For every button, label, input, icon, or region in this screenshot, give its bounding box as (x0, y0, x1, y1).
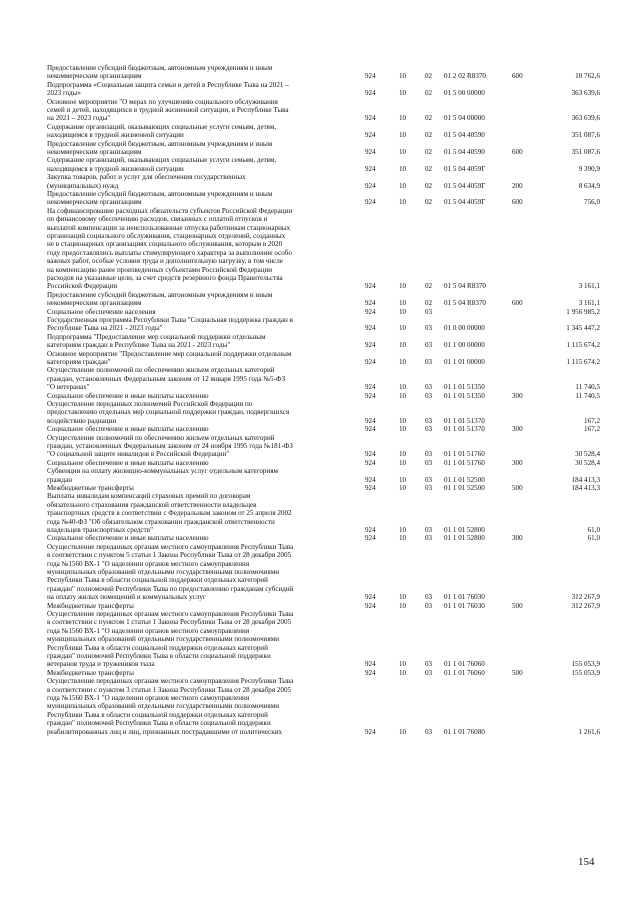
cell-sum: 61,0 (587, 534, 600, 543)
cell-podrazdel: 03 (425, 357, 433, 366)
row-name-line: Подпрограмма «Социальная защита семьи и детей в Республике Тыва на 2021 – (47, 80, 289, 89)
table-row (0, 602, 640, 610)
cell-csr: 01 1 01 76030 (444, 593, 485, 602)
cell-grbs: 924 (365, 341, 376, 350)
cell-razdel: 10 (399, 668, 407, 677)
row-name (47, 140, 354, 157)
cell-sum: 184 413,3 (571, 483, 600, 492)
cell-grbs: 924 (365, 391, 376, 400)
cell-sum: 8 634,9 (578, 181, 600, 190)
row-name-line: муниципальных образований отдельными государственными полномочиями (47, 568, 280, 577)
row-name-line: Предоставление субсидий бюджетным, автономным учреждениям и иным (47, 139, 273, 148)
cell-vr: 600 (512, 147, 523, 156)
row-name-line: муниципальных образований отдельными государственными полномочиями (47, 635, 280, 644)
cell-razdel: 10 (399, 525, 407, 534)
cell-sum: 756,0 (584, 198, 600, 207)
table-row (0, 400, 640, 425)
cell-sum: 61,0 (587, 525, 600, 534)
cell-vr: 200 (512, 181, 523, 190)
row-name-line: Предоставление субсидий бюджетным, автономным учреждениям и иным (47, 290, 273, 299)
cell-sum: 184 413,3 (571, 475, 600, 484)
cell-podrazdel: 02 (425, 181, 433, 190)
cell-csr: 01 1 01 51760 (444, 458, 485, 467)
cell-podrazdel: 03 (425, 425, 433, 434)
row-name-line: года №1560 ВХ-1 "О наделении органов местного самоуправления (47, 559, 250, 568)
cell-csr: 01 5 04 4059Г (444, 181, 486, 190)
cell-grbs: 924 (365, 198, 376, 207)
row-name-line: по финансовому обеспечению расходов, связанных с оплатой отпусков и (47, 215, 268, 224)
cell-sum: 167,2 (584, 416, 600, 425)
row-name-line: семей и детей, находящихся в трудной жизненной ситуации, в Республике Тыва (47, 106, 289, 114)
cell-razdel: 10 (399, 727, 407, 736)
cell-razdel: 10 (399, 593, 407, 602)
cell-csr: 01 5 04 40590 (444, 147, 485, 156)
row-name (47, 333, 354, 350)
row-name-line: Осуществление переданных полномочий Российской Федерации по (47, 400, 253, 408)
row-name-line: На софинансирование расходных обязательств субъектов Российской Федерации (47, 206, 293, 215)
row-name-line: Предоставление субсидий бюджетным, автономным учреждениям и иным (47, 64, 273, 72)
cell-sum: 351 087,6 (571, 131, 600, 140)
table-row (0, 366, 640, 391)
row-name (47, 123, 354, 140)
cell-grbs: 924 (365, 383, 376, 392)
cell-podrazdel: 03 (425, 525, 433, 534)
cell-grbs: 924 (365, 114, 376, 123)
cell-vr: 600 (512, 299, 523, 308)
row-name-line: года №1560 ВХ-1 "О наделении органов местного самоуправления (47, 694, 250, 702)
row-name (47, 173, 354, 190)
cell-grbs: 924 (365, 475, 376, 484)
row-name (47, 350, 354, 367)
row-name (47, 308, 354, 316)
row-name-line: граждан" полномочий Республики Тыва по предоставлению гражданам субсидий (47, 584, 294, 593)
cell-razdel: 10 (399, 282, 407, 291)
table-row (0, 98, 640, 123)
table-row (0, 434, 640, 459)
row-name-line: Осуществление переданных органам местного самоуправления Республики Тыва (47, 677, 294, 686)
cell-podrazdel: 03 (425, 341, 433, 350)
table-row (0, 669, 640, 677)
cell-sum: 11 740,5 (575, 383, 600, 392)
cell-razdel: 10 (399, 483, 407, 492)
row-name-line: Российской Федерации (47, 282, 118, 291)
page-number: 154 (578, 856, 595, 868)
cell-podrazdel: 03 (425, 450, 433, 459)
cell-vr: 500 (512, 668, 523, 677)
cell-vr: 500 (512, 483, 523, 492)
table-row (0, 190, 640, 207)
cell-podrazdel: 02 (425, 114, 433, 123)
cell-sum: 30 528,4 (575, 458, 600, 467)
row-name-line: года №1560 ВХ-1 "О наделении органов местного самоуправления (47, 626, 250, 635)
row-name-line: Республики Тыва в области социальной поддержки отдельных категорий (47, 710, 268, 719)
cell-sum: 3 161,1 (578, 282, 600, 291)
cell-grbs: 924 (365, 299, 376, 308)
cell-csr: 01 5 00 00000 (444, 89, 485, 98)
cell-sum: 1 115 674,2 (566, 341, 600, 350)
cell-sum: 167,2 (584, 425, 600, 434)
cell-razdel: 10 (399, 164, 407, 173)
cell-sum: 9 390,9 (578, 164, 600, 173)
cell-vr: 300 (512, 458, 523, 467)
row-name (47, 291, 354, 308)
row-name-line: на компенсацию ранее произведенных субъектами Российской Федерации (47, 265, 273, 274)
table-row (0, 543, 640, 602)
row-name-line: воздействию радиации (47, 416, 117, 425)
cell-podrazdel: 02 (425, 72, 433, 81)
table-row (0, 81, 640, 98)
row-name (47, 207, 354, 291)
row-name-line: реабилитированных лиц и лиц, признанных пострадавшими от политических (47, 727, 283, 736)
row-name-line: "О социальной защите инвалидов в Российской Федерации" (47, 450, 230, 459)
cell-grbs: 924 (365, 89, 376, 98)
cell-grbs: 924 (365, 483, 376, 492)
cell-podrazdel: 02 (425, 131, 433, 140)
row-name (47, 156, 354, 173)
row-name (47, 610, 354, 669)
row-name (47, 434, 354, 459)
cell-grbs: 924 (365, 324, 376, 333)
row-name-line: важных работ, особые условия труда и дополнительную нагрузку, в том числе (47, 257, 283, 266)
row-name-line: Выплаты инвалидам компенсаций страховых премий по договорам (47, 492, 251, 501)
cell-podrazdel: 02 (425, 198, 433, 207)
cell-csr: 01 1 01 76060 (444, 668, 485, 677)
cell-grbs: 924 (365, 668, 376, 677)
table-row (0, 316, 640, 333)
cell-csr: 01 0 00 00000 (444, 324, 485, 333)
row-name-line: не в стационарных организациях социального обслуживания, которым в 2020 (47, 240, 283, 249)
row-name-line: Социальное обеспечение и иные выплаты населению (47, 534, 209, 543)
cell-grbs: 924 (365, 525, 376, 534)
cell-razdel: 10 (399, 357, 407, 366)
row-name-line: некоммерческим организациям (47, 198, 142, 207)
cell-sum: 155 053,9 (571, 660, 600, 669)
row-name-line: некоммерческим организациям (47, 148, 142, 156)
cell-sum: 1 345 447,2 (566, 324, 600, 333)
cell-podrazdel: 03 (425, 324, 433, 333)
cell-csr: 01 1 01 52800 (444, 534, 485, 543)
cell-grbs: 924 (365, 593, 376, 602)
cell-vr: 300 (512, 391, 523, 400)
cell-grbs: 924 (365, 660, 376, 669)
cell-podrazdel: 02 (425, 89, 433, 98)
row-name-line: в соответствии с пунктом 3 статьи 1 Закона Республики Тыва от 28 декабря 2005 (47, 685, 292, 694)
cell-sum: 3 161,1 (578, 299, 600, 308)
cell-razdel: 10 (399, 324, 407, 333)
cell-sum: 1 956 985,2 (566, 307, 600, 316)
row-name-line: Основное мероприятие "Предоставление мер социальной поддержки отдельным (47, 349, 292, 358)
row-name-line: предоставлению отдельных мер социальной поддержки граждан, подвергшихся (47, 408, 290, 417)
row-name-line: выплатой компенсации за неиспользованные отпуска работникам стационарных (47, 223, 291, 232)
row-name-line: 2023 годы» (47, 89, 81, 98)
cell-sum: 10 762,6 (575, 72, 600, 81)
row-name-line: организаций социального обслуживания, стационарных отделений, созданных (47, 232, 286, 241)
cell-podrazdel: 03 (425, 383, 433, 392)
row-name (47, 467, 354, 484)
cell-csr: 01 2 02 R8370 (444, 72, 486, 81)
row-name-line: Межбюджетные трансферты (47, 484, 134, 492)
table-row (0, 350, 640, 367)
table-row (0, 140, 640, 157)
cell-razdel: 10 (399, 72, 407, 81)
row-name-line: категориям граждан в Республике Тыва на 2021 - 2023 годы" (47, 341, 231, 350)
cell-grbs: 924 (365, 458, 376, 467)
cell-vr: 500 (512, 601, 523, 610)
row-name-line: Содержание организаций, оказывающих социальные услуги семьям, детям, (47, 122, 277, 131)
cell-sum: 363 639,6 (571, 114, 600, 123)
cell-razdel: 10 (399, 198, 407, 207)
row-name-line: Основное мероприятие "О мерах по улучшению социального обслуживания (47, 97, 278, 106)
row-name-line: Межбюджетные трансферты (47, 668, 134, 677)
row-name-line: (муниципальных) нужд (47, 181, 119, 190)
cell-razdel: 10 (399, 114, 407, 123)
cell-podrazdel: 02 (425, 282, 433, 291)
cell-csr: 01 1 01 51760 (444, 450, 485, 459)
row-name-line: на оплату жилых помещений и коммунальных услуг (47, 593, 206, 602)
row-name-line: в соответствии с пунктом 1 статьи 1 Закона Республики Тыва от 28 декабря 2005 (47, 618, 292, 627)
row-name (47, 492, 354, 534)
row-name-line: Социальное обеспечение населения (47, 307, 156, 316)
table-row (0, 425, 640, 433)
cell-podrazdel: 03 (425, 601, 433, 610)
row-name-line: граждан, установленных Федеральным законом от 12 января 1995 года №5-ФЗ (47, 374, 286, 383)
cell-grbs: 924 (365, 357, 376, 366)
cell-grbs: 924 (365, 147, 376, 156)
table-row (0, 173, 640, 190)
cell-podrazdel: 03 (425, 416, 433, 425)
row-name (47, 64, 354, 81)
cell-csr: 01 1 01 76080 (444, 727, 485, 736)
row-name-line: обязательного страхования гражданской ответственности владельцев (47, 500, 257, 509)
table-row (0, 333, 640, 350)
cell-sum: 312 267,9 (571, 601, 600, 610)
cell-grbs: 924 (365, 307, 376, 316)
row-name-line: расходов на указанные цели, за счет средств резервного фонда Правительства (47, 274, 283, 283)
cell-csr: 01 1 01 51350 (444, 383, 485, 392)
row-name (47, 425, 354, 433)
cell-razdel: 10 (399, 450, 407, 459)
cell-csr: 01 1 01 52800 (444, 525, 485, 534)
cell-grbs: 924 (365, 131, 376, 140)
cell-podrazdel: 02 (425, 164, 433, 173)
row-name-line: года №40-ФЗ "Об обязательном страховании гражданской ответственности (47, 517, 275, 526)
cell-grbs: 924 (365, 450, 376, 459)
row-name-line: находящимся в трудной жизненной ситуации (47, 131, 184, 140)
cell-razdel: 10 (399, 299, 407, 308)
cell-csr: 01 1 01 52500 (444, 483, 485, 492)
row-name (47, 459, 354, 467)
cell-podrazdel: 03 (425, 307, 433, 316)
cell-razdel: 10 (399, 458, 407, 467)
cell-razdel: 10 (399, 660, 407, 669)
cell-csr: 01 1 01 52500 (444, 475, 485, 484)
row-name-line: владельцев транспортных средств" (47, 526, 154, 535)
cell-grbs: 924 (365, 425, 376, 434)
row-name-line: Осуществление переданных органам местного самоуправления Республики Тыва (47, 542, 294, 551)
cell-grbs: 924 (365, 727, 376, 736)
row-name (47, 602, 354, 610)
row-name-line: Субвенции на оплату жилищно-коммунальных услуг отдельным категориям (47, 467, 279, 476)
cell-razdel: 10 (399, 383, 407, 392)
cell-razdel: 10 (399, 601, 407, 610)
row-name-line: категориям граждан" (47, 358, 111, 366)
cell-razdel: 10 (399, 181, 407, 190)
row-name-line: Содержание организаций, оказывающих социальные услуги семьям, детям, (47, 156, 277, 165)
row-name-line: граждан" полномочий Республики Тыва в области социальной поддержки (47, 652, 271, 661)
table-row (0, 467, 640, 484)
cell-grbs: 924 (365, 416, 376, 425)
table-row (0, 207, 640, 291)
cell-razdel: 10 (399, 534, 407, 543)
cell-razdel: 10 (399, 131, 407, 140)
cell-podrazdel: 03 (425, 593, 433, 602)
cell-razdel: 10 (399, 416, 407, 425)
row-name-line: Республики Тыва в области социальной поддержки отдельных категорий (47, 643, 268, 652)
cell-csr: 01 1 00 00000 (444, 341, 485, 350)
cell-csr: 01 1 01 00000 (444, 357, 485, 366)
cell-grbs: 924 (365, 181, 376, 190)
row-name-line: некоммерческим организациям (47, 299, 142, 308)
row-name-line: Осуществление переданных органам местного самоуправления Республики Тыва (47, 610, 294, 618)
row-name (47, 534, 354, 542)
row-name-line: муниципальных образований отдельными государственными полномочиями (47, 702, 280, 711)
cell-razdel: 10 (399, 307, 407, 316)
row-name (47, 366, 354, 391)
cell-sum: 11 740,5 (575, 391, 600, 400)
row-name-line: граждан, установленных Федеральным законом от 24 ноября 1995 года №181-ФЗ (47, 442, 293, 450)
row-name-line: некоммерческим организациям (47, 72, 142, 81)
cell-podrazdel: 03 (425, 475, 433, 484)
cell-razdel: 10 (399, 89, 407, 98)
row-name-line: ветеранов труда и тружеников тыла (47, 660, 155, 669)
cell-podrazdel: 03 (425, 668, 433, 677)
cell-podrazdel: 03 (425, 534, 433, 543)
row-name-line: Республики Тыва в области социальной поддержки отдельных категорий (47, 576, 268, 585)
cell-csr: 01 5 04 40590 (444, 131, 485, 140)
table-row (0, 610, 640, 669)
row-name-line: Закупка товаров, работ и услуг для обеспечения государственных (47, 173, 246, 182)
row-name-line: Осуществление полномочий по обеспечению жильем отдельных категорий (47, 433, 275, 442)
table-row (0, 484, 640, 492)
table-row (0, 308, 640, 316)
row-name-line: Государственная программа Республики Тыва "Социальная поддержка граждан в (47, 316, 293, 324)
cell-podrazdel: 03 (425, 727, 433, 736)
row-name-line: Осуществление полномочий по обеспечению жильем отдельных категорий (47, 366, 275, 375)
cell-podrazdel: 03 (425, 483, 433, 492)
table-row (0, 64, 640, 81)
cell-csr: 01 1 01 76030 (444, 601, 485, 610)
row-name (47, 190, 354, 207)
cell-csr: 01 1 01 51350 (444, 391, 485, 400)
table-row (0, 156, 640, 173)
cell-sum: 1 261,6 (578, 727, 600, 736)
row-name (47, 316, 354, 333)
cell-podrazdel: 03 (425, 660, 433, 669)
cell-csr: 01 5 04 4059Г (444, 164, 486, 173)
row-name-line: на 2021 – 2023 годы" (47, 114, 111, 123)
row-name-line: граждан (47, 475, 73, 484)
row-name-line: находящимся в трудной жизненной ситуации (47, 164, 184, 173)
cell-sum: 363 639,6 (571, 89, 600, 98)
table-row (0, 291, 640, 308)
row-name-line: Социальное обеспечение и иные выплаты населению (47, 458, 209, 467)
row-name-line: Межбюджетные трансферты (47, 601, 134, 610)
row-name-line: Социальное обеспечение и иные выплаты населению (47, 425, 209, 434)
table-row (0, 492, 640, 534)
row-name (47, 677, 354, 736)
row-name (47, 484, 354, 492)
cell-razdel: 10 (399, 391, 407, 400)
row-name-line: транспортных средств в соответствии с Федеральным законом от 25 апреля 2002 (47, 509, 292, 518)
cell-podrazdel: 03 (425, 391, 433, 400)
cell-podrazdel: 02 (425, 147, 433, 156)
row-name-line: Социальное обеспечение и иные выплаты населению (47, 391, 209, 400)
row-name-line: Подпрограмма "Предоставление мер социальной поддержки отдельным (47, 332, 266, 341)
cell-csr: 01 5 04 R8370 (444, 282, 486, 291)
cell-csr: 01 1 01 51370 (444, 425, 485, 434)
cell-csr: 01 1 01 51370 (444, 416, 485, 425)
cell-csr: 01 5 04 00000 (444, 114, 485, 123)
row-name-line: Предоставление субсидий бюджетным, автономным учреждениям и иным (47, 190, 273, 198)
cell-csr: 01 5 04 R8370 (444, 299, 486, 308)
cell-razdel: 10 (399, 425, 407, 434)
cell-vr: 600 (512, 72, 523, 81)
cell-podrazdel: 02 (425, 299, 433, 308)
row-name (47, 392, 354, 400)
table-row (0, 123, 640, 140)
table-row (0, 392, 640, 400)
table-row (0, 677, 640, 736)
cell-sum: 312 267,9 (571, 593, 600, 602)
row-name-line: году предоставлялись выплаты стимулирующего характера за выполнение особо (47, 248, 292, 257)
row-name-line: "О ветеранах" (47, 383, 90, 392)
cell-razdel: 10 (399, 147, 407, 156)
cell-podrazdel: 03 (425, 458, 433, 467)
cell-grbs: 924 (365, 534, 376, 543)
table-row (0, 459, 640, 467)
row-name (47, 81, 354, 98)
cell-sum: 351 087,6 (571, 147, 600, 156)
row-name-line: в соответствии с пунктом 5 статьи 1 Закона Республики Тыва от 28 декабря 2005 (47, 551, 292, 560)
cell-vr: 300 (512, 425, 523, 434)
cell-sum: 155 053,9 (571, 668, 600, 677)
cell-csr: 01 1 01 76060 (444, 660, 485, 669)
cell-grbs: 924 (365, 601, 376, 610)
row-name (47, 98, 354, 123)
cell-vr: 600 (512, 198, 523, 207)
cell-razdel: 10 (399, 341, 407, 350)
cell-grbs: 924 (365, 164, 376, 173)
table-row (0, 534, 640, 542)
cell-sum: 30 528,4 (575, 450, 600, 459)
row-name (47, 669, 354, 677)
cell-csr: 01 5 04 4059Г (444, 198, 486, 207)
row-name (47, 400, 354, 425)
cell-grbs: 924 (365, 282, 376, 291)
cell-razdel: 10 (399, 475, 407, 484)
row-name-line: граждан" полномочий Республики Тыва в области социальной поддержки (47, 719, 271, 728)
cell-vr: 300 (512, 534, 523, 543)
cell-sum: 1 115 674,2 (566, 357, 600, 366)
row-name (47, 543, 354, 602)
cell-grbs: 924 (365, 72, 376, 81)
row-name-line: Республике Тыва на 2021 - 2023 годы" (47, 324, 163, 333)
